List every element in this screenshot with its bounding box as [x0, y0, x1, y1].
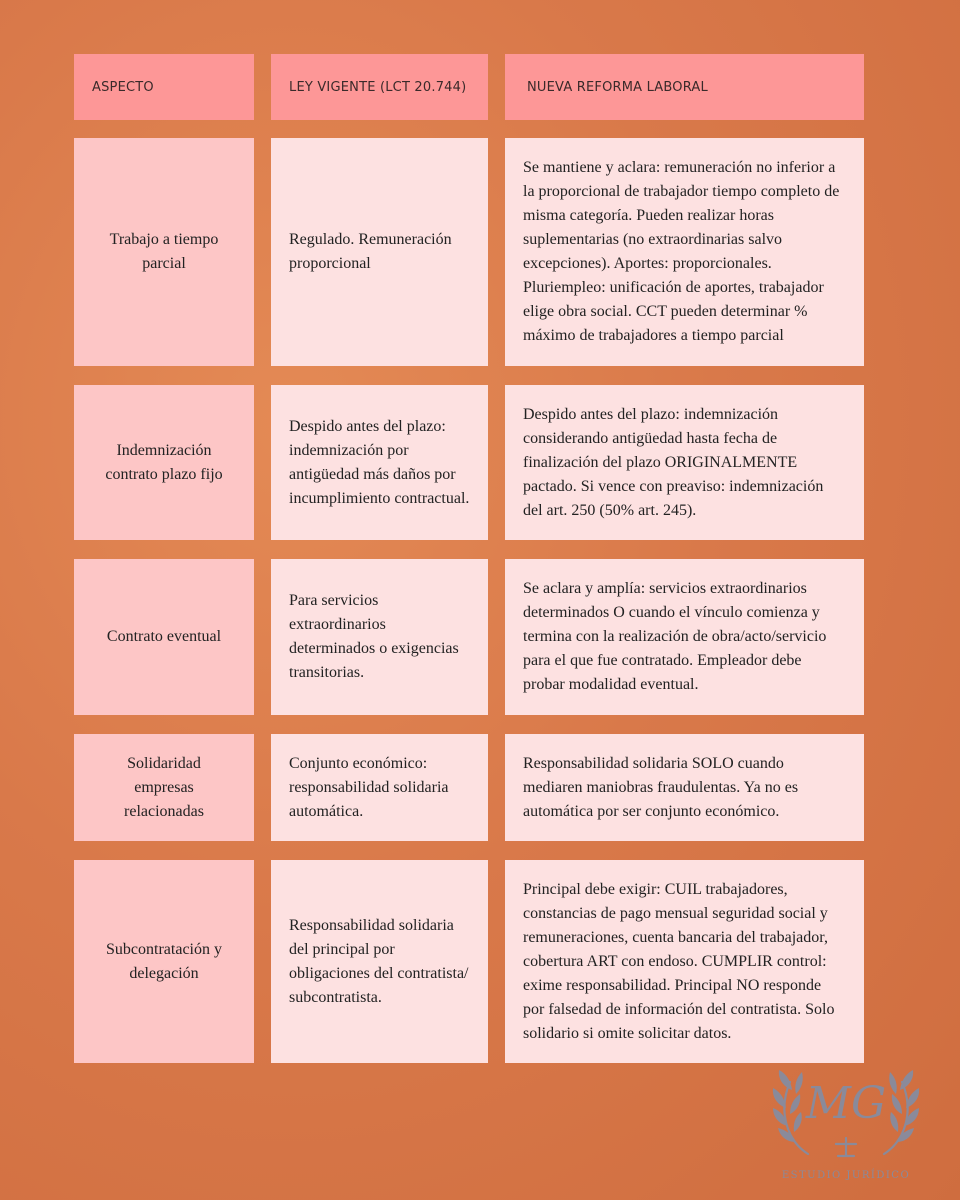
header-aspect: ASPECTO — [74, 54, 254, 120]
row-new-reform-solidarity: Responsabilidad solidaria SOLO cuando mediaren maniobras fraudulentas. Ya no es automática por ser conjunto económico. — [505, 734, 864, 841]
row-new-reform-subcontracting: Principal debe exigir: CUIL trabajadores, constancias de pago mensual seguridad social y remuneraciones, cuenta bancaria del trabajador, cobertura ART con endoso. CUMPLIR control: exime responsabilidad. Principal NO responde por falsedad de información del contratista. Solo solidario si omite solicitar datos. — [505, 860, 864, 1063]
laurel-monogram-icon — [768, 1046, 924, 1186]
row-aspect-part-time: Trabajo a tiempo parcial — [74, 138, 254, 366]
row-aspect-fixed-term: Indemnización contrato plazo fijo — [74, 385, 254, 540]
row-current-law-subcontracting: Responsabilidad solidaria del principal por obligaciones del contratista/ subcontratista. — [271, 860, 488, 1063]
row-new-reform-eventual: Se aclara y amplía: servicios extraordinarios determinados O cuando el vínculo comienza y termina con la realización de obra/acto/servicio para el que fue contratado. Empleador debe probar modalidad eventual. — [505, 559, 864, 715]
law-firm-logo — [768, 1046, 924, 1186]
row-aspect-eventual: Contrato eventual — [74, 559, 254, 715]
row-current-law-part-time: Regulado. Remuneración proporcional — [271, 138, 488, 366]
row-aspect-solidarity: Solidaridad empresas relacionadas — [74, 734, 254, 841]
header-new-reform: NUEVA REFORMA LABORAL — [505, 54, 864, 120]
row-current-law-eventual: Para servicios extraordinarios determinados o exigencias transitorias. — [271, 559, 488, 715]
row-current-law-fixed-term: Despido antes del plazo: indemnización por antigüedad más daños por incumplimiento contractual. — [271, 385, 488, 540]
row-new-reform-fixed-term: Despido antes del plazo: indemnización considerando antigüedad hasta fecha de finalización del plazo ORIGINALMENTE pactado. Si vence con preaviso: indemnización del art. 250 (50% art. 245). — [505, 385, 864, 540]
header-current-law: LEY VIGENTE (LCT 20.744) — [271, 54, 488, 120]
row-new-reform-part-time: Se mantiene y aclara: remuneración no inferior a la proporcional de trabajador tiempo completo de misma categoría. Pueden realizar horas suplementarias (no extraordinarias salvo excepciones). Aportes: proporcionales. Pluriempleo: unificación de aportes, trabajador elige obra social. CCT pueden determinar % máximo de trabajadores a tiempo parcial — [505, 138, 864, 366]
logo-caption: ESTUDIO JURÍDICO — [781, 1170, 911, 1181]
row-current-law-solidarity: Conjunto económico: responsabilidad solidaria automática. — [271, 734, 488, 841]
row-aspect-subcontracting: Subcontratación y delegación — [74, 860, 254, 1063]
svg-text:MG: MG — [805, 1078, 887, 1129]
